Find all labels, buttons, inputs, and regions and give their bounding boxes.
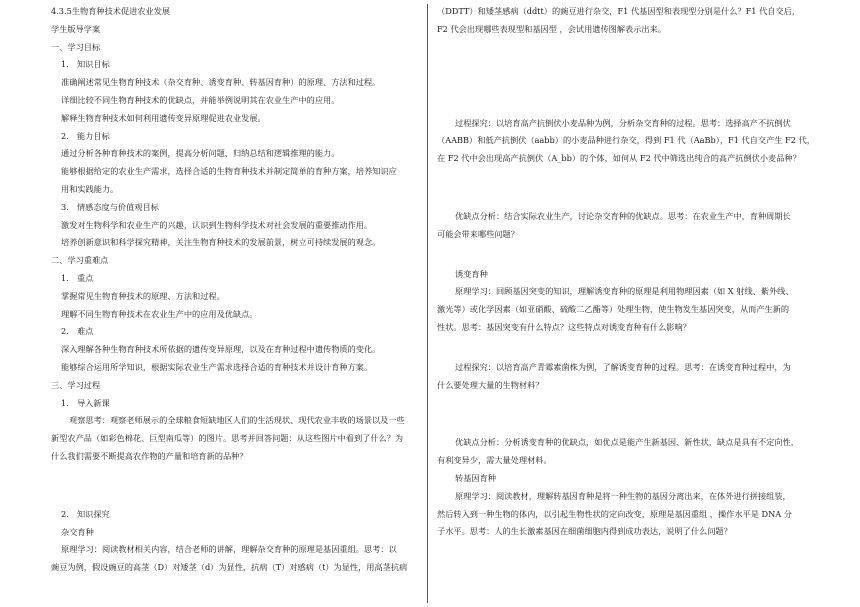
topic-heading: 转基因育种 [455,472,496,483]
paragraph-line: 深入理解各种生物育种技术所依据的遗传变异原理，以及在育种过程中遗传物质的变化。 [61,344,381,355]
paragraph-line: 掌握常见生物育种技术的原理、方法和过程。 [61,290,225,301]
paragraph-line: 原理学习：回顾基因突变的知识，理解诱变育种的原理是利用物理因素（如 X 射线、紫外线、 [455,286,794,297]
paragraph-line: 豌豆为例，假设豌豆的高茎（D）对矮茎（d）为显性，抗病（T）对感病（t）为显性，用高茎抗病 [51,562,408,573]
topic-heading: 诱变育种 [455,268,488,279]
paragraph-line: 新型农产品（如彩色棉花、巨型南瓜等）的图片。思考并回答问题：从这些图片中看到了什么？为 [51,433,404,444]
paragraph-line: 性状。思考：基因突变有什么特点？这些特点对诱变育种有什么影响？ [437,321,691,332]
paragraph-line: 理解不同生物育种技术在农业生产中的应用及优缺点。 [61,308,258,319]
paragraph-line: 什么我们需要不断提高农作物的产量和培育新的品种？ [51,450,248,461]
paragraph-line: 原理学习：阅读教材相关内容，结合老师的讲解，理解杂交育种的原理是基因重组。思考：以 [61,544,397,555]
paragraph-line: （DDTT）和矮茎感病（ddtt）的豌豆进行杂交，F1 代基因型和表现型分别是什么？F1 代自交后， [437,6,801,16]
subsection-heading: 2. 难点 [61,326,94,337]
section-heading: 二、学习重难点 [51,255,109,266]
paragraph-line: F2 代会出现哪些表现型和基因型 ，会试用遗传图解表示出来。 [437,23,666,34]
paragraph-line: 培养创新意识和科学探究精神，关注生物育种技术的发展前景，树立可持续发展的观念。 [61,237,381,248]
paragraph-line: 用和实践能力。 [61,183,119,194]
subsection-heading: 1. 知识目标 [61,59,110,70]
subtitle: 学生版导学案 [51,23,101,34]
subsection-heading: 2. 能力目标 [61,130,110,141]
paragraph-line: 激发对生物科学和农业生产的兴趣，认识到生物科学技术对社会发展的重要推动作用。 [61,219,373,230]
paragraph-line: 激光等）或化学因素（如亚硝酸、硫酸二乙酯等）处理生物，使生物发生基因突变，从而产生新的 [437,304,790,315]
paragraph-line: 能够根据给定的农业生产需求，选择合适的生物育种技术并制定简单的育种方案，培养知识应 [61,166,397,177]
paragraph-line: 有利变异少，需大量处理材料。 [437,455,552,466]
paragraph-line: 能够综合运用所学知识，根据实际农业生产需求选择合适的育种技术并设计育种方案。 [61,361,373,372]
topic-heading: 杂交育种 [61,526,94,537]
paragraph-line: 观察思考：观察老师展示的全球粮食短缺地区人们的生活现状、现代农业丰收的场景以及一些 [69,415,405,426]
paragraph-line: 解释生物育种技术如何利用遗传变异原理促进农业发展。 [61,112,266,123]
paragraph-line: 详细比较不同生物育种技术的优缺点，并能举例说明其在农业生产中的应用。 [61,94,340,105]
section-heading: 三、学习过程 [51,379,101,390]
paragraph-line: 子水平。思考：人的生长激素基因在细菌细胞内得到成功表达，说明了什么问题？ [437,526,732,537]
subsection-heading: 3. 情感态度与价值观目标 [61,201,159,212]
paragraph-line: 在 F2 代中会出现高产抗倒伏（A_bb）的个体，如何从 F2 代中筛选出纯合的高产抗倒伏小麦品种？ [437,153,801,164]
column-divider [427,4,428,603]
paragraph-line: 优缺点分析：结合实际农业生产，讨论杂交育种的优缺点。思考：在农业生产中，育种周期长 [455,210,791,221]
paragraph-line: 可能会带来哪些问题？ [437,228,519,239]
subsection-heading: 1. 重点 [61,272,94,283]
paragraph-line: 什么要处理大量的生物材料？ [437,379,544,390]
paragraph-line: 原理学习：阅读教材，理解转基因育种是将一种生物的基因分离出来，在体外进行拼接组装， [455,490,791,501]
paragraph-line: 通过分析各种育种技术的案例，提高分析问题、归纳总结和逻辑推理的能力。 [61,148,340,159]
right-column [437,3,837,541]
paragraph-line: 优缺点分析：分析诱变育种的优缺点，如优点是能产生新基因、新性状，缺点是具有不定向性， [455,437,799,448]
subsection-heading: 2. 知识探究 [61,508,110,519]
left-column [51,3,423,577]
document-title: 4.3.5生物育种技术促进农业发展 [51,6,171,16]
paragraph-line: （AABB）和低产抗倒伏（aabb）的小麦品种进行杂交，得到 F1 代（AaBb），F1 代自交产生 F2 代， [437,135,815,146]
paragraph-line: 然后转入到一种生物的体内，以引起生物性状的定向改变，原理是基因重组 ，操作水平是 DNA 分 [437,508,792,519]
section-heading: 一、学习目标 [51,41,101,52]
subsection-heading: 1. 导入新课 [61,397,110,408]
paragraph-line: 过程探究：以培育高产青霉素菌株为例，了解诱变育种的过程。思考：在诱变育种过程中，为 [455,361,791,372]
paragraph-line: 准确阐述常见生物育种技术（杂交育种、诱变育种、转基因育种）的原理、方法和过程。 [61,77,381,88]
paragraph-line: 过程探究：以培育高产抗倒伏小麦品种为例，分析杂交育种的过程。思考：选择高产不抗倒伏 [455,117,791,128]
